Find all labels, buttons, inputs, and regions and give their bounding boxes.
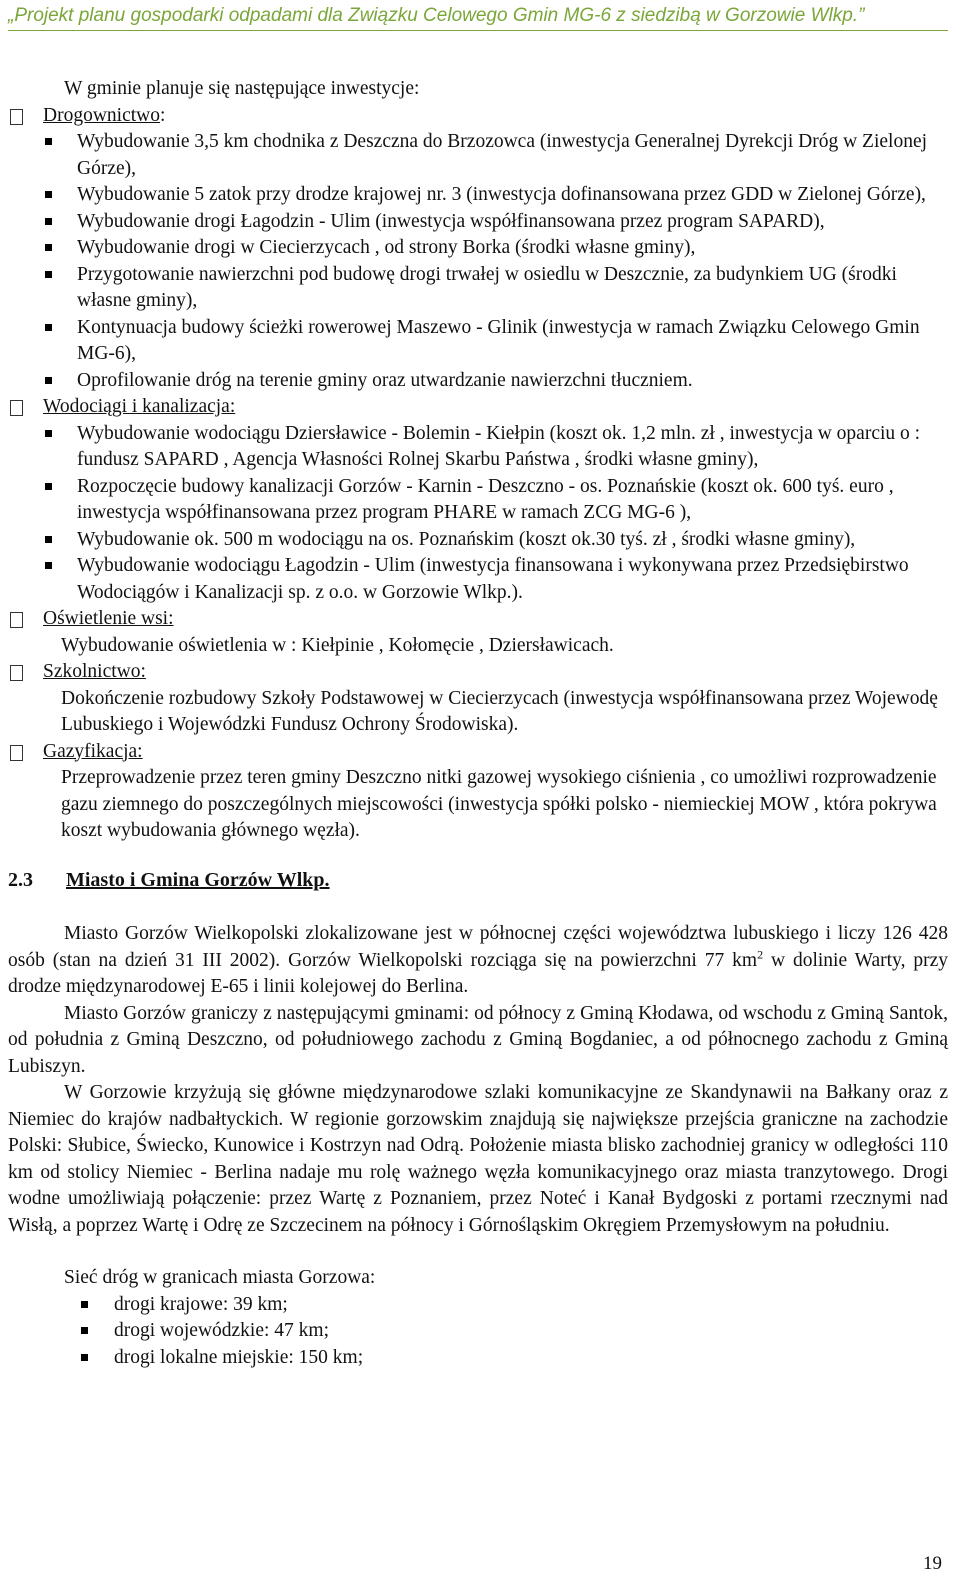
square-bullet-icon: [81, 1354, 88, 1361]
list-item-text: drogi krajowe: 39 km;: [114, 1293, 288, 1315]
list-item: [8, 235, 948, 262]
roads-list: [8, 1292, 948, 1372]
roads-section: [8, 1265, 948, 1371]
paragraph-text: w dolinie Warty, przy drodze międzynarodowej E-65 i linii kolejowej do Berlina.: [8, 949, 948, 997]
list-item: [8, 527, 948, 554]
list-item: [8, 262, 948, 315]
checkbox-icon: [10, 665, 23, 681]
page-content: [8, 76, 948, 1371]
square-bullet-icon: [45, 562, 52, 569]
square-bullet-icon: [81, 1327, 88, 1334]
list-item: [8, 474, 948, 527]
list-item-text: Wybudowanie drogi Łagodzin - Ulim (inwestycja współfinansowana przez program SAPARD),: [77, 210, 825, 232]
category-text: Wybudowanie oświetlenia w : Kiełpinie , Kołomęcie , Dziersławicach.: [61, 634, 614, 656]
square-bullet-icon: [81, 1301, 88, 1308]
square-bullet-icon: [45, 218, 52, 225]
category-title: Gazyfikacja:: [43, 740, 143, 762]
category-drogownictwo: [8, 103, 948, 130]
header-rule: [8, 30, 948, 31]
section-title: Miasto i Gmina Gorzów Wlkp.: [66, 868, 330, 891]
list-item-text: Przygotowanie nawierzchni pod budowę drogi trwałej w osiedlu w Deszcznie, za budynkiem UG (środki własne gminy),: [77, 263, 897, 311]
list-item-text: Wybudowanie 3,5 km chodnika z Deszczna do Brzozowca (inwestycja Generalnej Dyrekcji Dróg w Zielonej Górze),: [77, 131, 928, 179]
square-bullet-icon: [45, 244, 52, 251]
list-item: [8, 368, 948, 395]
document-header: „Projekt planu gospodarki odpadami dla Związku Celowego Gmin MG-6 z siedzibą w Gorzowie Wlkp.”: [8, 5, 865, 26]
section-heading: [8, 867, 948, 894]
list-item-text: Kontynuacja budowy ścieżki rowerowej Maszewo - Glinik (inwestycja w ramach Związku Celowego Gmin MG-6),: [77, 316, 920, 364]
square-bullet-icon: [45, 430, 52, 437]
checkbox-icon: [10, 400, 23, 416]
square-bullet-icon: [45, 536, 52, 543]
category-szkolnictwo: [8, 659, 948, 686]
category-oswietlenie: [8, 606, 948, 633]
category-wodociagi: [8, 394, 948, 421]
category-text: Przeprowadzenie przez teren gminy Deszczno nitki gazowej wysokiego ciśnienia , co umożliwi rozprowadzenie gazu ziemnego do poszczególnych miejscowości (inwestycja spółki polsko - niemieckiej MOW , która pokrywa koszt wybudowania głównego węzła).: [61, 767, 937, 841]
category-title: Drogownictwo: [43, 104, 160, 126]
list-item: [8, 553, 948, 606]
checkbox-icon: [10, 745, 23, 761]
superscript: 2: [757, 947, 764, 961]
list-item: [8, 315, 948, 368]
list-item: [8, 1292, 948, 1319]
list-item-text: Wybudowanie 5 zatok przy drodze krajowej nr. 3 (inwestycja dofinansowana przez GDD w Zielonej Górze),: [77, 184, 926, 205]
list-item: [8, 421, 948, 474]
category-title: Oświetlenie wsi:: [43, 608, 174, 629]
drogownictwo-list: [8, 129, 948, 394]
list-item-text: Wybudowanie drogi w Ciecierzycach , od strony Borka (środki własne gminy),: [77, 237, 696, 258]
square-bullet-icon: [45, 377, 52, 384]
list-item: [8, 209, 948, 236]
square-bullet-icon: [45, 271, 52, 278]
list-item: [8, 129, 948, 182]
paragraph: W Gorzowie krzyżują się główne międzynarodowe szlaki komunikacyjne ze Skandynawii na Bałkany oraz z Niemiec do krajów nadbałtyckich. W regionie gorzowskim znajdują się największe przejścia graniczne na zachodzie Polski: Słubice, Świecko, Kunowice i Kostrzyn nad Odrą. Położenie miasta blisko zachodniej granicy w odległości 110 km od stolicy Niemiec - Berlina nadaje mu rolę ważnego węzła komunikacyjnego oraz miasta tranzytowego. Drogi wodne umożliwiają połączenie: przez Wartę z Poznaniem, przez Noteć i Kanał Bydgoski z portami rzecznymi nad Wisłą, a poprzez Wartę i Odrę ze Szczecinem na północy i Górnośląskim Okręgiem Przemysłowym na południu.: [8, 1082, 948, 1236]
square-bullet-icon: [45, 138, 52, 145]
list-item-text: drogi wojewódzkie: 47 km;: [114, 1320, 330, 1341]
list-item-text: drogi lokalne miejskie: 150 km;: [114, 1346, 364, 1368]
category-text: Dokończenie rozbudowy Szkoły Podstawowej w Ciecierzycach (inwestycja współfinansowana przez Wojewodę Lubuskiego i Wojewódzki Fundusz Ochrony Środowiska).: [61, 687, 938, 735]
checkbox-icon: [10, 109, 23, 125]
page-number: 19: [923, 1553, 942, 1574]
roads-intro: Sieć dróg w granicach miasta Gorzowa:: [64, 1267, 376, 1288]
square-bullet-icon: [45, 324, 52, 331]
category-title: Wodociągi i kanalizacja:: [43, 396, 236, 417]
wodociagi-list: [8, 421, 948, 607]
list-item-text: Wybudowanie wodociągu Łagodzin - Ulim (inwestycja finansowana i wykonywana przez Przedsiębirstwo Wodociągów i Kanalizacji sp. z o.o. w Gorzowie Wlkp.).: [77, 555, 909, 603]
paragraph-text: Miasto Gorzów Wielkopolski zlokalizowane jest w północnej części województwa lubuskiego i liczy 126 428 osób (stan na dzień 31 III 2002). Gorzów Wielkopolski rozciąga się na powierzchni 77 km: [8, 923, 948, 971]
category-gazyfikacja: [8, 739, 948, 766]
list-item-text: Oprofilowanie dróg na terenie gminy oraz utwardzanie nawierzchni tłuczniem.: [77, 369, 693, 391]
list-item-text: Rozpoczęcie budowy kanalizacji Gorzów - Karnin - Deszczno - os. Poznańskie (koszt ok. 600 tyś. euro , inwestycja współfinansowana przez program PHARE w ramach ZCG MG-6 ),: [77, 475, 894, 523]
section-number: 2.3: [8, 868, 33, 891]
paragraph: Miasto Gorzów graniczy z następującymi gminami: od północy z Gminą Kłodawa, od wschodu z Gminą Santok, od południa z Gminą Deszczno, od południowego zachodu z Gminą Bogdaniec, a od północnego zachodu z Gminą Lubiszyn.: [8, 1002, 948, 1077]
intro-text: W gminie planuje się następujące inwestycje:: [64, 78, 420, 99]
list-item-text: Wybudowanie ok. 500 m wodociągu na os. Poznańskim (koszt ok.30 tyś. zł , środki własne gminy),: [77, 528, 856, 550]
paragraph: [8, 921, 948, 1001]
list-item: [8, 1318, 948, 1345]
square-bullet-icon: [45, 191, 52, 198]
list-item: [8, 1345, 948, 1372]
category-title-colon: :: [159, 104, 166, 126]
category-title: Szkolnictwo:: [43, 661, 146, 682]
list-item: [8, 182, 948, 209]
square-bullet-icon: [45, 483, 52, 490]
checkbox-icon: [10, 612, 23, 628]
list-item-text: Wybudowanie wodociągu Dziersławice - Bolemin - Kiełpin (koszt ok. 1,2 mln. zł , inwestycja w oparciu o : fundusz SAPARD , Agencja Własności Rolnej Skarbu Państwa , środki własne gminy),: [77, 422, 921, 470]
